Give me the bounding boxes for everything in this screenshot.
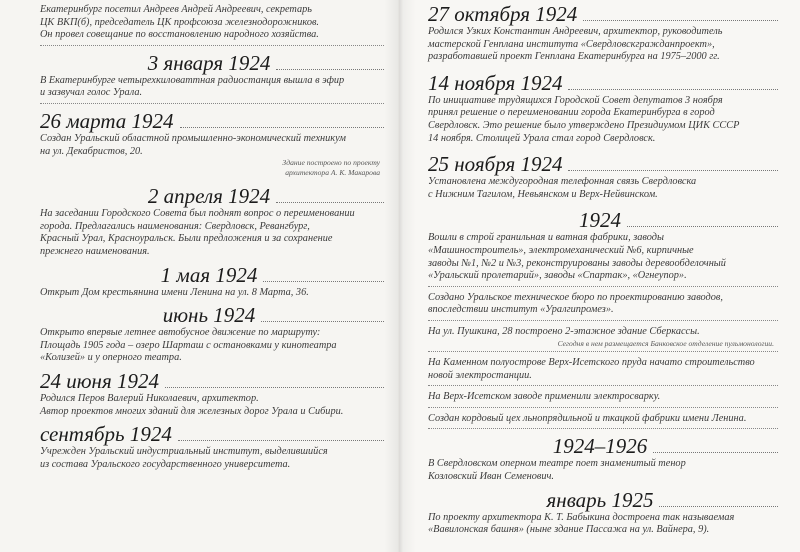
divider [428, 428, 778, 429]
entry-date: сентябрь 1924 [40, 422, 172, 447]
entry-text: Учрежден Уральский индустриальный институт, выделившийся из состава Уральского государственного университета. [40, 446, 328, 470]
entry-text: Создано Уральское техническое бюро по проектированию заводов, впоследствии институт «Уралгипромез». [428, 291, 723, 316]
entry-jan-1925 [428, 488, 778, 537]
entry-date: 2 апреля 1924 [147, 184, 271, 209]
entry-text: На заседании Городского Совета был поднят вопрос о переименовании города. Предлагались наименования: Свердловск, Ревангбург, Красный Урал, Красноуральск. Были предложения и за сохранение прежнего наименования. [40, 208, 355, 257]
entry-text: По проекту архитектора К. Т. Бабыкина достроена так называемая «Вавилонская башня» (ныне здание Пассажа на ул. Вайнера, 9). [428, 511, 735, 536]
entry-date: 27 октября 1924 [428, 2, 578, 26]
entry-mar-1924 [40, 109, 384, 177]
entry-oct-1924 [428, 2, 778, 64]
entry-sep-1924 [40, 422, 384, 471]
divider [40, 45, 384, 46]
entry-note: Здание построено по проекту архитектора А. К. Макарова [282, 158, 380, 177]
entry-nov25-1924 [428, 152, 778, 201]
entry-text: На ул. Пушкина, 28 построено 2-этажное здание Сберкассы. [428, 325, 700, 337]
entry-text: На Каменном полуострове Верх-Исетского пруда начато строительство новой электростанции. [428, 357, 755, 381]
entry-jun-1924 [40, 303, 384, 365]
entry-text: По инициативе трудящихся Городской Совет депутатов 3 ноября принял решение о переименовании города Екатеринбурга в город Свердловск. Это решение было утверждено Президиумом ЦИК СССР 14 ноября. Столицей Урала стал город Свердловск. [428, 94, 740, 144]
divider [40, 103, 384, 104]
entry-text: В Екатеринбурге четырехкиловаттная радиостанция вышла в эфир и зазвучал голос Урала. [40, 74, 345, 99]
entry-text: Открыт Дом крестьянина имени Ленина на ул. 8 Марта, 36. [40, 286, 309, 298]
entry-text: Родился Узких Константин Андреевич, архитектор, руководитель мастерской Генплана института «Свердловскгражданпроект», разработавшей проект Генплана Екатеринбурга на 1975–2000 гг. [428, 26, 723, 63]
entry-text: Создан кордовый цех льнопрядильной и ткацкой фабрики имени Ленина. [428, 412, 747, 424]
entry-note: Сегодня в нем размещается Банковское отделение пульмонологии. [557, 338, 774, 348]
entry-jan-1924 [40, 51, 384, 100]
entry-may-1924 [40, 263, 384, 300]
entry-text: Родился Перов Валерий Николаевич, архитектор. Автор проектов многих зданий для железных дорог Урала и Сибири. [40, 392, 344, 417]
entry-date: 1924 [579, 208, 621, 233]
entry-apr-1924 [40, 184, 384, 258]
divider [428, 407, 778, 408]
right-page [400, 0, 800, 552]
entry-nov14-1924 [428, 71, 778, 145]
entry-jun24-1924 [40, 369, 384, 418]
entry-date: 14 ноября 1924 [428, 70, 563, 95]
entry-date: 26 марта 1924 [40, 108, 174, 133]
entry-text: Открыто впервые летнее автобусное движение по маршруту: Площадь 1905 года – озеро Шарташ с остановками у кинотеатра «Колизей» и у оперного театра. [40, 327, 337, 364]
divider [428, 351, 778, 352]
left-page [0, 0, 398, 552]
entry-year-1924 [428, 208, 778, 429]
entry-text: Вошли в строй гранильная и ватная фабрики, заводы «Машиностроитель», электромеханический №6, кирпичные заводы №1, №2 и №3, реконструированы заводы деревообделочный «Уральский пролетарий», заводы «Спартак», «Огнеупор». [428, 232, 726, 282]
entry-date: июнь 1924 [162, 303, 256, 328]
divider [428, 286, 778, 287]
divider [428, 385, 778, 386]
entry-text: Установлена междугородная телефонная связь Свердловска с Нижним Тагилом, Невьянском и Верх-Нейвинском. [428, 176, 697, 200]
entry-text: В Свердловском оперном театре поет знаменитый тенор Козловский Иван Семенович. [428, 458, 686, 482]
entry-text: Создан Уральский областной промышленно-экономический техникум на ул. Декабристов, 20. [40, 132, 346, 157]
entry-date: 1 мая 1924 [160, 262, 258, 287]
entry-date: 3 января 1924 [147, 50, 271, 75]
entry-1924-1926 [428, 434, 778, 483]
entry-date: 25 ноября 1924 [428, 152, 563, 177]
intro-text: Екатеринбург посетил Андреев Андрей Андреевич, секретарь ЦК ВКП(б), председатель ЦК профсоюза железнодорожников. Он провел совещание по восстановлению народного хозяйства. [40, 4, 320, 41]
entry-date: январь 1925 [546, 487, 654, 512]
entry-date: 1924–1926 [552, 434, 648, 459]
divider [428, 320, 778, 321]
entry-text: На Верх-Исетском заводе применили электросварку. [428, 391, 661, 403]
entry-date: 24 июня 1924 [40, 368, 159, 393]
